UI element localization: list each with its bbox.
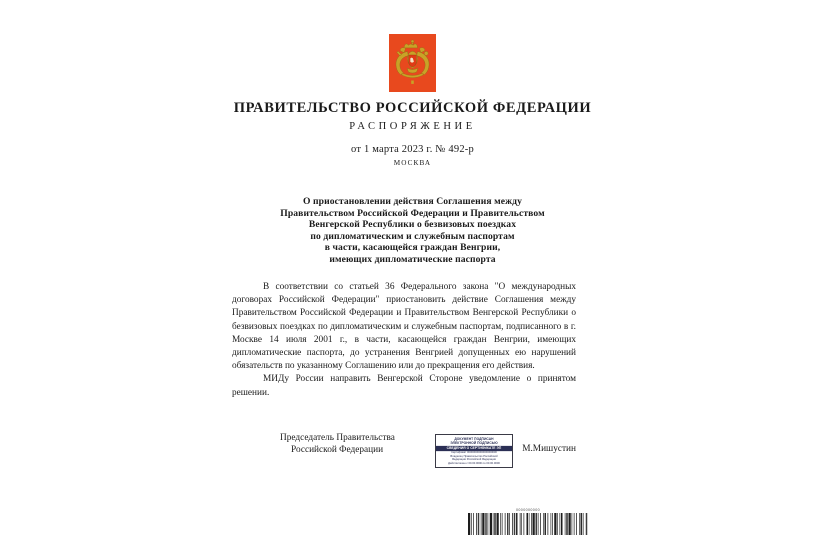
coat-of-arms-icon bbox=[389, 34, 436, 92]
body-paragraph: МИДу России направить Венгерской Стороне уведомление о принятом решении. bbox=[232, 374, 576, 398]
signatory-name: М.Мишустин bbox=[522, 444, 576, 454]
body-paragraph: В соответствии со статьей 36 Федерального закона "О международных договорах Российской Федерации" приостановить действие Соглашения между Правительством Российской Федерации и Правительством Венгерской Республики о безвизовых поездках по дипломатическим и служебным паспортам, подписанного в г. Москве 14 июля 2001 г., в части, касающейся граждан Венгрии, имеющих дипломатические паспорта, до устранения Венгрией допущенных ею нарушений обязательств по указанному Соглашению или до прекращения его действия. bbox=[232, 282, 576, 372]
document-date-number: от 1 марта 2023 г. № 492-р bbox=[351, 144, 474, 155]
signatory-role bbox=[280, 432, 395, 457]
stamp-line-2: ЭЛЕКТРОННОЙ ПОДПИСЬЮ bbox=[450, 440, 498, 446]
signatory-role-line: Председатель Правительства bbox=[280, 433, 395, 443]
digital-signature-stamp bbox=[435, 434, 513, 468]
title-line: О приостановлении действия Соглашения между bbox=[302, 196, 523, 207]
document-kind: РАСПОРЯЖЕНИЕ bbox=[349, 121, 476, 132]
stamp-fine-line: Сертификат 00000000000000000000 bbox=[451, 451, 497, 455]
document-body bbox=[232, 281, 576, 400]
stamp-fine-line: Владелец Правительство Российской bbox=[450, 454, 498, 458]
stamp-fine-line: Действителен с 00.00.0000 по 00.00.0000 bbox=[448, 461, 500, 465]
stamp-fine-line: Федерации Российской Федерации bbox=[451, 458, 497, 462]
stamp-line-3: СВЕДЕНИЯ О СЕРТИФИКАТЕ ЭП bbox=[436, 445, 512, 450]
title-line: Венгерской Республики о безвизовых поездках bbox=[308, 219, 517, 231]
page-title: ПРАВИТЕЛЬСТВО РОССИЙСКОЙ ФЕДЕРАЦИИ bbox=[233, 100, 592, 116]
barcode-container bbox=[468, 508, 588, 535]
signatory-role-line: Российской Федерации bbox=[291, 445, 384, 456]
emblem-container bbox=[0, 34, 825, 92]
document-city: МОСКВА bbox=[393, 159, 432, 167]
title-line: в части, касающейся граждан Венгрии, bbox=[324, 242, 501, 254]
title-line: имеющих дипломатические паспорта bbox=[329, 253, 496, 265]
stamp-line-1: ДОКУМЕНТ ПОДПИСАН bbox=[454, 436, 494, 442]
barcode-label: 0000000000 bbox=[516, 508, 540, 512]
document-subject-title bbox=[0, 196, 825, 266]
barcode-image bbox=[468, 513, 588, 535]
signature-block bbox=[232, 432, 576, 474]
title-line: по дипломатическим и служебным паспортам bbox=[310, 230, 515, 242]
title-line: Правительством Российской Федерации и Правительством bbox=[280, 207, 545, 219]
